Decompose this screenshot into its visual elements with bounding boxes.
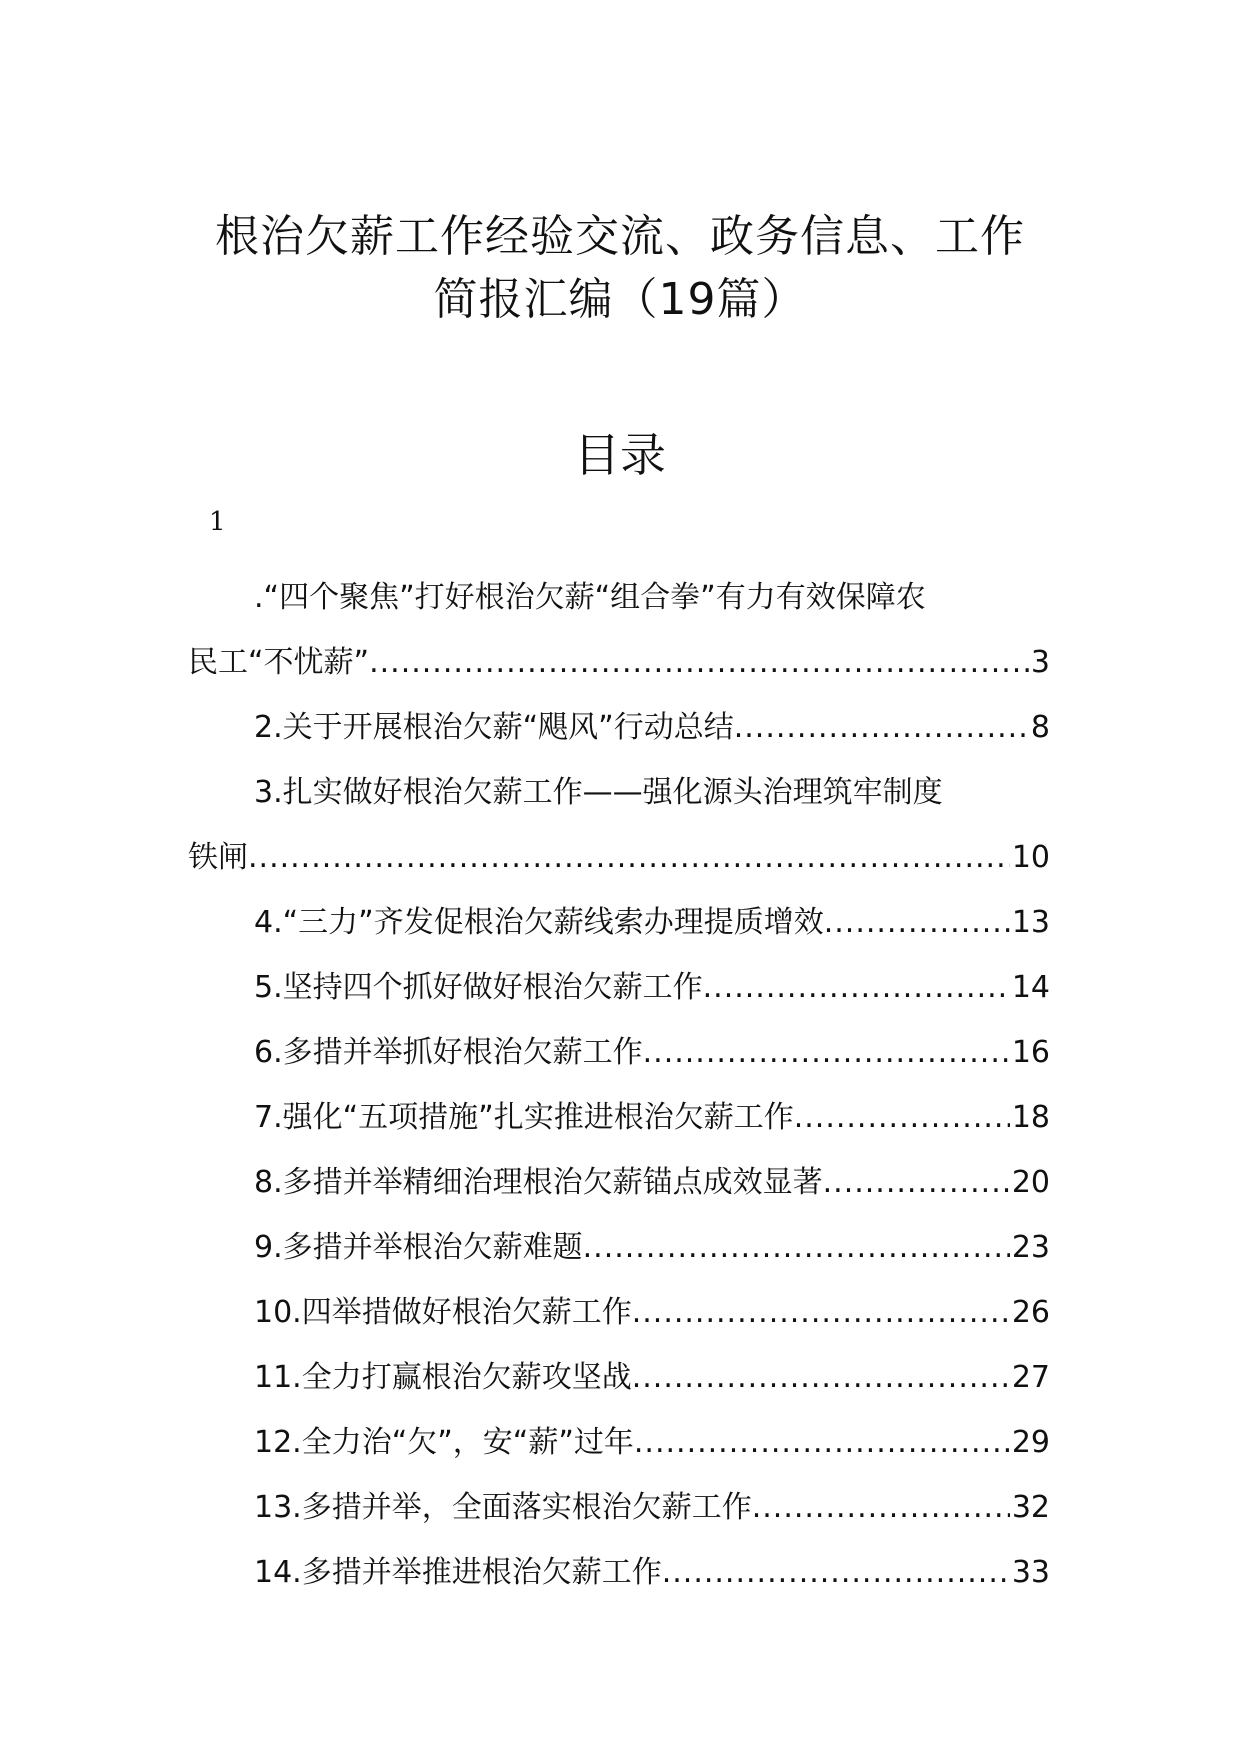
toc-entry-text: 8.多措并举精细治理根治欠薪锚点成效显著 [254,1165,823,1200]
toc-heading: 目录 [574,428,666,482]
toc-entry-text: 10.四举措做好根治欠薪工作 [254,1295,632,1330]
toc-page-number: 8 [1030,710,1050,745]
toc-entry-text: 9.多措并举根治欠薪难题 [254,1230,583,1265]
toc-page-number: 32 [1011,1490,1050,1525]
dot-leader [752,1475,1010,1540]
toc-entry-text: .“四个聚焦”打好根治欠薪“组合拳”有力有效保障农 [254,580,926,615]
dot-leader [824,890,1010,955]
toc-page-number: 13 [1011,905,1050,940]
dot-leader [634,1410,1010,1475]
dot-leader [734,695,1029,760]
dot-leader [632,1280,1010,1345]
toc-page-number: 27 [1011,1360,1050,1395]
toc-entry-10[interactable] [188,1280,1050,1345]
toc-entry-9[interactable] [188,1215,1050,1280]
toc-page-number: 3 [1030,645,1050,680]
dot-leader [369,630,1029,695]
toc-entry-6[interactable] [188,1020,1050,1085]
dot-leader [632,1345,1010,1410]
dot-leader [823,1150,1010,1215]
toc-entry-text: 3.扎实做好根治欠薪工作——强化源头治理筑牢制度 [254,775,943,810]
toc-entry-3-line-1[interactable] [188,760,1050,825]
stray-number: 1 [209,507,226,537]
dot-leader [643,1020,1010,1085]
toc-page-number: 29 [1011,1425,1050,1460]
toc-entry-14[interactable] [188,1540,1050,1605]
toc-entry-1-line-2[interactable] [188,630,1050,695]
toc-page-number: 26 [1011,1295,1050,1330]
toc-entry-8[interactable] [188,1150,1050,1215]
document-title [0,205,1240,331]
dot-leader [248,825,1010,890]
toc-entry-text: 民工“不忧薪” [188,645,370,680]
toc-entry-text: 6.多措并举抓好根治欠薪工作 [254,1035,643,1070]
title-line-2: 简报汇编（19篇） [433,274,807,325]
toc-page-number: 10 [1011,840,1050,875]
toc-entry-text: 12.全力治“欠”，安“薪”过年 [254,1425,634,1460]
toc-entry-text: 7.强化“五项措施”扎实推进根治欠薪工作 [254,1100,794,1135]
dot-leader [794,1085,1010,1150]
toc-entry-12[interactable] [188,1410,1050,1475]
toc-entry-4[interactable] [188,890,1050,955]
dot-leader [662,1540,1010,1605]
toc-page-number: 20 [1011,1165,1050,1200]
toc-page-number: 23 [1011,1230,1050,1265]
toc-page-number: 14 [1011,970,1050,1005]
toc-entry-11[interactable] [188,1345,1050,1410]
toc-entry-2[interactable] [188,695,1050,760]
dot-leader [583,1215,1010,1280]
toc-entry-text: 4.“三力”齐发促根治欠薪线索办理提质增效 [254,905,824,940]
table-of-contents [188,565,1050,1605]
title-line-1: 根治欠薪工作经验交流、政务信息、工作 [215,211,1025,262]
toc-entry-3-line-2[interactable] [188,825,1050,890]
dot-leader [703,955,1010,1020]
toc-entry-text: 11.全力打赢根治欠薪攻坚战 [254,1360,632,1395]
toc-entry-text: 铁闸 [188,840,248,875]
toc-page-number: 16 [1011,1035,1050,1070]
toc-entry-5[interactable] [188,955,1050,1020]
toc-entry-1-line-1[interactable] [188,565,1050,630]
toc-entry-7[interactable] [188,1085,1050,1150]
toc-entry-13[interactable] [188,1475,1050,1540]
toc-entry-text: 14.多措并举推进根治欠薪工作 [254,1555,662,1590]
toc-entry-text: 5.坚持四个抓好做好根治欠薪工作 [254,970,703,1005]
toc-entry-text: 13.多措并举，全面落实根治欠薪工作 [254,1490,752,1525]
toc-entry-text: 2.关于开展根治欠薪“飓风”行动总结 [254,710,734,745]
toc-page-number: 33 [1011,1555,1050,1590]
toc-page-number: 18 [1011,1100,1050,1135]
